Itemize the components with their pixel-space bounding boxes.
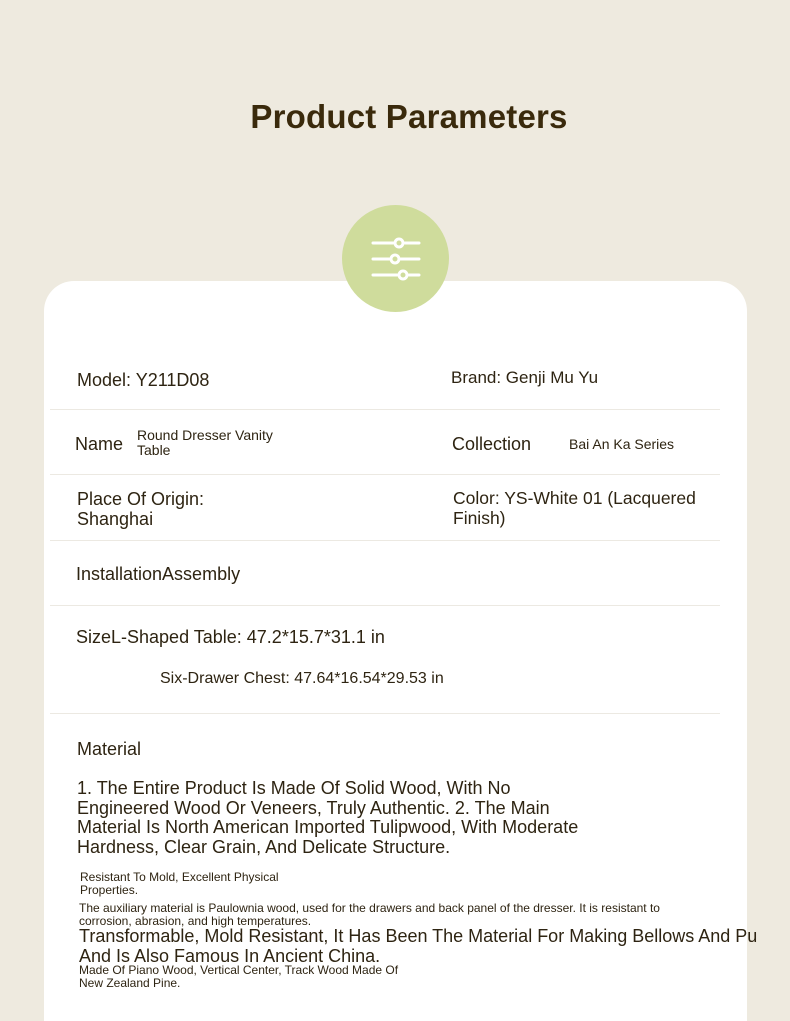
color-field: Color: YS-White 01 (Lacquered Finish) [453, 488, 696, 528]
material-note: Made Of Piano Wood, Vertical Center, Track Wood Made Of New Zealand Pine. [79, 963, 399, 990]
material-description: 1. The Entire Product Is Made Of Solid Wood, With No Engineered Wood Or Veneers, Truly Authentic. 2. The Main Material Is North American Imported Tulipwood, With Moderate Hardness, Clear Grain, And Delicate Structure. [77, 778, 579, 857]
row-divider [50, 409, 720, 410]
collection-value: Bai An Ka Series [569, 436, 675, 452]
material-label: Material [77, 739, 142, 759]
brand-field: Brand: Genji Mu Yu [451, 368, 599, 387]
parameters-badge [342, 205, 449, 312]
collection-label: Collection [452, 434, 532, 454]
row-divider [50, 713, 720, 714]
origin-field: Place Of Origin: Shanghai [77, 489, 205, 529]
row-divider [50, 540, 720, 541]
material-note-large: Transformable, Mold Resistant, It Has Been The Material For Making Bellows And Pu And Is Also Famous In Ancient China. [79, 926, 758, 966]
material-note: The auxiliary material is Paulownia wood, used for the drawers and back panel of the dresser. It is resistant to corrosion, abrasion, and high temperatures. [79, 901, 660, 928]
name-label: Name [75, 434, 124, 454]
material-note: Resistant To Mold, Excellent Physical Properties. [80, 870, 279, 897]
installation-field: InstallationAssembly [76, 564, 241, 584]
name-value: Round Dresser Vanity Table [137, 427, 273, 458]
sliders-icon [371, 237, 421, 281]
row-divider [50, 605, 720, 606]
row-divider [50, 474, 720, 475]
model-field: Model: Y211D08 [77, 370, 210, 390]
size-field: SizeL-Shaped Table: 47.2*15.7*31.1 in [76, 627, 385, 647]
page-title: Product Parameters [250, 98, 568, 135]
size-field-secondary: Six-Drawer Chest: 47.64*16.54*29.53 in [160, 670, 444, 687]
